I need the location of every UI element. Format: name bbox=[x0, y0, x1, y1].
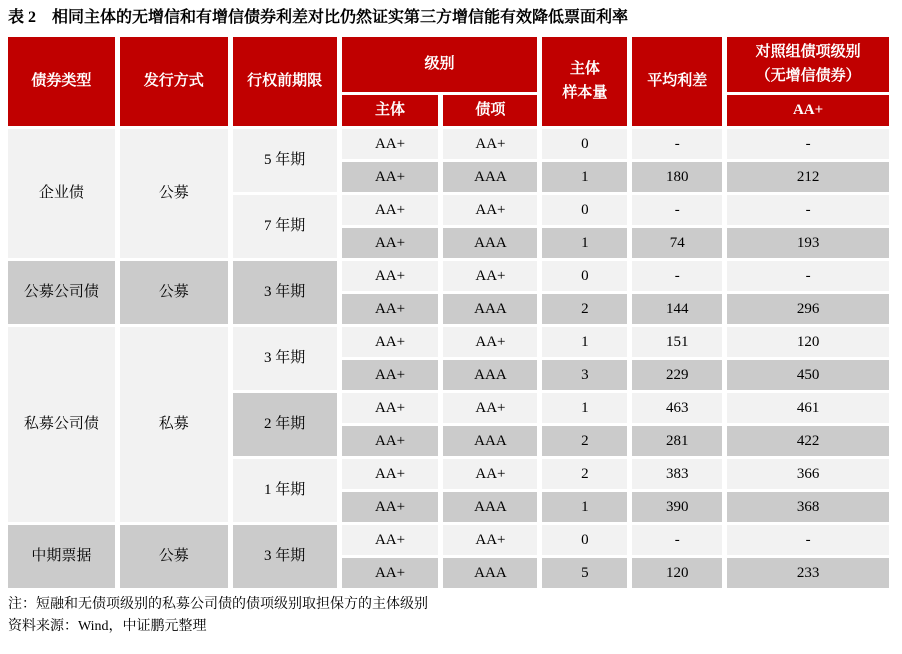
cell-control-spread: 212 bbox=[727, 162, 889, 192]
cell-bond-rating: AAA bbox=[443, 162, 537, 192]
cell-sample-size: 0 bbox=[542, 261, 627, 291]
col-header-rating-issuer: 主体 bbox=[342, 95, 439, 126]
cell-bond-rating: AAA bbox=[443, 228, 537, 258]
cell-issuance-method: 公募 bbox=[120, 129, 228, 258]
cell-sample-size: 2 bbox=[542, 426, 627, 456]
cell-average-spread: 74 bbox=[632, 228, 722, 258]
cell-bond-type: 中期票据 bbox=[8, 525, 115, 588]
cell-bond-rating: AAA bbox=[443, 558, 537, 588]
cell-issuer-rating: AA+ bbox=[342, 393, 439, 423]
header-row-top bbox=[8, 37, 889, 92]
cell-term: 5 年期 bbox=[233, 129, 337, 192]
col-header-issuer-sample-size bbox=[542, 37, 627, 126]
cell-term: 3 年期 bbox=[233, 525, 337, 588]
cell-issuer-rating: AA+ bbox=[342, 360, 439, 390]
cell-sample-size: 1 bbox=[542, 393, 627, 423]
cell-bond-rating: AAA bbox=[443, 492, 537, 522]
cell-term: 7 年期 bbox=[233, 195, 337, 258]
cell-issuer-rating: AA+ bbox=[342, 558, 439, 588]
credit-spread-comparison-table bbox=[3, 34, 894, 591]
control-group-line2: （无增信债券） bbox=[755, 67, 861, 84]
cell-control-spread: 368 bbox=[727, 492, 889, 522]
cell-control-spread: - bbox=[727, 525, 889, 555]
cell-control-spread: 366 bbox=[727, 459, 889, 489]
cell-issuer-rating: AA+ bbox=[342, 525, 439, 555]
table-row bbox=[8, 129, 889, 159]
cell-bond-rating: AA+ bbox=[443, 393, 537, 423]
control-group-line1: 对照组债项级别 bbox=[755, 44, 861, 61]
cell-issuer-rating: AA+ bbox=[342, 459, 439, 489]
cell-term: 1 年期 bbox=[233, 459, 337, 522]
col-header-control-group bbox=[727, 37, 889, 92]
cell-sample-size: 0 bbox=[542, 525, 627, 555]
cell-control-spread: - bbox=[727, 195, 889, 225]
cell-sample-size: 0 bbox=[542, 195, 627, 225]
cell-control-spread: 233 bbox=[727, 558, 889, 588]
cell-sample-size: 5 bbox=[542, 558, 627, 588]
cell-issuer-rating: AA+ bbox=[342, 228, 439, 258]
table-title: 表 2 相同主体的无增信和有增信债券利差对比仍然证实第三方增信能有效降低票面利率 bbox=[8, 9, 629, 26]
table-row bbox=[8, 327, 889, 357]
cell-control-spread: 120 bbox=[727, 327, 889, 357]
cell-term: 2 年期 bbox=[233, 393, 337, 456]
cell-issuer-rating: AA+ bbox=[342, 294, 439, 324]
cell-bond-rating: AA+ bbox=[443, 459, 537, 489]
issuer-sample-line2: 样本量 bbox=[562, 84, 608, 101]
cell-issuer-rating: AA+ bbox=[342, 327, 439, 357]
col-header-rating-bond: 债项 bbox=[443, 95, 537, 126]
cell-bond-rating: AA+ bbox=[443, 261, 537, 291]
cell-issuance-method: 私募 bbox=[120, 327, 228, 522]
issuer-sample-line1: 主体 bbox=[569, 61, 600, 78]
cell-average-spread: 463 bbox=[632, 393, 722, 423]
cell-control-spread: - bbox=[727, 261, 889, 291]
cell-sample-size: 1 bbox=[542, 162, 627, 192]
col-header-average-spread: 平均利差 bbox=[632, 37, 722, 126]
cell-sample-size: 1 bbox=[542, 327, 627, 357]
cell-control-spread: 296 bbox=[727, 294, 889, 324]
cell-sample-size: 3 bbox=[542, 360, 627, 390]
cell-bond-rating: AAA bbox=[443, 360, 537, 390]
cell-average-spread: - bbox=[632, 525, 722, 555]
table-note: 注：短融和无债项级别的私募公司债的债项级别取担保方的主体级别 bbox=[8, 597, 428, 612]
cell-sample-size: 1 bbox=[542, 492, 627, 522]
col-header-rating-group: 级别 bbox=[342, 37, 538, 92]
table-source: 资料来源：Wind，中证鹏元整理 bbox=[8, 619, 207, 634]
cell-average-spread: 144 bbox=[632, 294, 722, 324]
cell-average-spread: 120 bbox=[632, 558, 722, 588]
col-header-term-before-exercise: 行权前期限 bbox=[233, 37, 337, 126]
cell-bond-rating: AAA bbox=[443, 294, 537, 324]
cell-bond-rating: AA+ bbox=[443, 195, 537, 225]
cell-issuance-method: 公募 bbox=[120, 525, 228, 588]
cell-issuer-rating: AA+ bbox=[342, 492, 439, 522]
cell-control-spread: 422 bbox=[727, 426, 889, 456]
table-row bbox=[8, 261, 889, 291]
cell-average-spread: 390 bbox=[632, 492, 722, 522]
cell-average-spread: - bbox=[632, 129, 722, 159]
cell-bond-rating: AA+ bbox=[443, 129, 537, 159]
cell-bond-rating: AA+ bbox=[443, 327, 537, 357]
cell-issuer-rating: AA+ bbox=[342, 426, 439, 456]
cell-control-spread: 450 bbox=[727, 360, 889, 390]
cell-bond-type: 私募公司债 bbox=[8, 327, 115, 522]
cell-sample-size: 1 bbox=[542, 228, 627, 258]
cell-control-spread: 193 bbox=[727, 228, 889, 258]
col-header-bond-type: 债券类型 bbox=[8, 37, 115, 126]
col-header-control-group-aa-plus: AA+ bbox=[727, 95, 889, 126]
cell-average-spread: 229 bbox=[632, 360, 722, 390]
table-header bbox=[8, 37, 889, 126]
cell-term: 3 年期 bbox=[233, 261, 337, 324]
cell-issuer-rating: AA+ bbox=[342, 129, 439, 159]
cell-bond-type: 公募公司债 bbox=[8, 261, 115, 324]
cell-sample-size: 0 bbox=[542, 129, 627, 159]
cell-bond-rating: AAA bbox=[443, 426, 537, 456]
cell-control-spread: - bbox=[727, 129, 889, 159]
cell-average-spread: 281 bbox=[632, 426, 722, 456]
cell-average-spread: 151 bbox=[632, 327, 722, 357]
cell-average-spread: - bbox=[632, 261, 722, 291]
cell-issuer-rating: AA+ bbox=[342, 261, 439, 291]
cell-term: 3 年期 bbox=[233, 327, 337, 390]
table-row bbox=[8, 525, 889, 555]
cell-issuer-rating: AA+ bbox=[342, 162, 439, 192]
cell-issuer-rating: AA+ bbox=[342, 195, 439, 225]
cell-sample-size: 2 bbox=[542, 459, 627, 489]
cell-average-spread: 180 bbox=[632, 162, 722, 192]
cell-issuance-method: 公募 bbox=[120, 261, 228, 324]
table-body bbox=[8, 129, 889, 588]
cell-bond-type: 企业债 bbox=[8, 129, 115, 258]
cell-sample-size: 2 bbox=[542, 294, 627, 324]
cell-average-spread: 383 bbox=[632, 459, 722, 489]
cell-bond-rating: AA+ bbox=[443, 525, 537, 555]
table-footnotes bbox=[8, 591, 894, 638]
col-header-issuance-method: 发行方式 bbox=[120, 37, 228, 126]
cell-control-spread: 461 bbox=[727, 393, 889, 423]
cell-average-spread: - bbox=[632, 195, 722, 225]
